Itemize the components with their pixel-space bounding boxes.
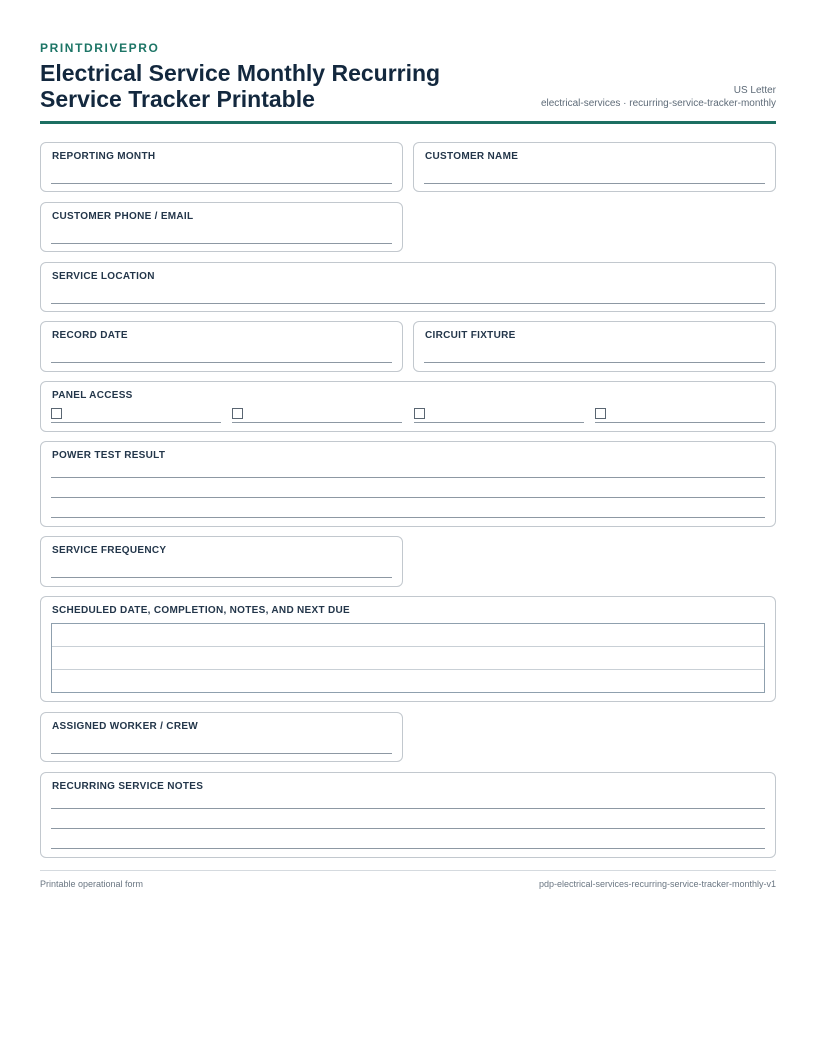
field-label: REPORTING MONTH xyxy=(52,151,156,162)
write-line[interactable] xyxy=(51,303,765,304)
write-line[interactable] xyxy=(51,808,765,809)
checkbox[interactable] xyxy=(414,408,425,419)
header-divider xyxy=(40,121,776,124)
field-label: SCHEDULED DATE, COMPLETION, NOTES, AND NEXT DUE xyxy=(52,605,351,616)
field-label: CUSTOMER PHONE / EMAIL xyxy=(52,211,194,222)
service-location-field[interactable] xyxy=(40,262,776,312)
write-line[interactable] xyxy=(424,183,765,184)
footer-divider xyxy=(40,870,776,871)
field-label: RECORD DATE xyxy=(52,330,128,341)
write-line[interactable] xyxy=(51,477,765,478)
write-line[interactable] xyxy=(51,497,765,498)
table-row[interactable] xyxy=(52,647,764,670)
customer-name-field[interactable] xyxy=(413,142,776,192)
write-line[interactable] xyxy=(51,828,765,829)
field-label: CUSTOMER NAME xyxy=(425,151,519,162)
recurring-notes-field[interactable] xyxy=(40,772,776,858)
write-line[interactable] xyxy=(51,362,392,363)
field-label: SERVICE FREQUENCY xyxy=(52,545,167,556)
circuit-fixture-field[interactable] xyxy=(413,321,776,372)
checkbox-write-line[interactable] xyxy=(595,422,765,423)
write-line[interactable] xyxy=(51,183,392,184)
write-line[interactable] xyxy=(51,517,765,518)
reporting-month-field[interactable] xyxy=(40,142,403,192)
brand-logo: PRINTDRIVEPRO xyxy=(40,41,160,55)
field-label: PANEL ACCESS xyxy=(52,390,133,401)
schedule-table xyxy=(51,623,765,693)
page-title: Electrical Service Monthly Recurring Service Tracker Printable xyxy=(40,60,441,112)
document-meta xyxy=(541,84,776,110)
checkbox-write-line[interactable] xyxy=(414,422,584,423)
checkbox[interactable] xyxy=(232,408,243,419)
write-line[interactable] xyxy=(51,577,392,578)
paper-size: US Letter xyxy=(733,85,776,96)
footer-form-id: pdp-electrical-services-recurring-service-tracker-monthly-v1 xyxy=(538,879,776,889)
table-row[interactable] xyxy=(52,624,764,647)
checkbox[interactable] xyxy=(51,408,62,419)
table-row[interactable] xyxy=(52,670,764,693)
document-path: electrical-services · recurring-service-tracker-monthly xyxy=(540,98,776,109)
write-line[interactable] xyxy=(51,848,765,849)
field-label: POWER TEST RESULT xyxy=(52,450,166,461)
record-date-field[interactable] xyxy=(40,321,403,372)
write-line[interactable] xyxy=(424,362,765,363)
field-label: RECURRING SERVICE NOTES xyxy=(52,781,204,792)
write-line[interactable] xyxy=(51,243,392,244)
field-label: SERVICE LOCATION xyxy=(52,271,155,282)
assigned-worker-field[interactable] xyxy=(40,712,403,762)
field-label: CIRCUIT FIXTURE xyxy=(425,330,516,341)
customer-contact-field[interactable] xyxy=(40,202,403,252)
checkbox-write-line[interactable] xyxy=(51,422,221,423)
panel-access-field xyxy=(40,381,776,432)
schedule-table-field xyxy=(40,596,776,702)
field-label: ASSIGNED WORKER / CREW xyxy=(52,721,199,732)
power-test-result-field[interactable] xyxy=(40,441,776,527)
checkbox[interactable] xyxy=(595,408,606,419)
service-frequency-field[interactable] xyxy=(40,536,403,587)
checkbox-write-line[interactable] xyxy=(232,422,402,423)
footer-left: Printable operational form xyxy=(40,879,144,889)
write-line[interactable] xyxy=(51,753,392,754)
